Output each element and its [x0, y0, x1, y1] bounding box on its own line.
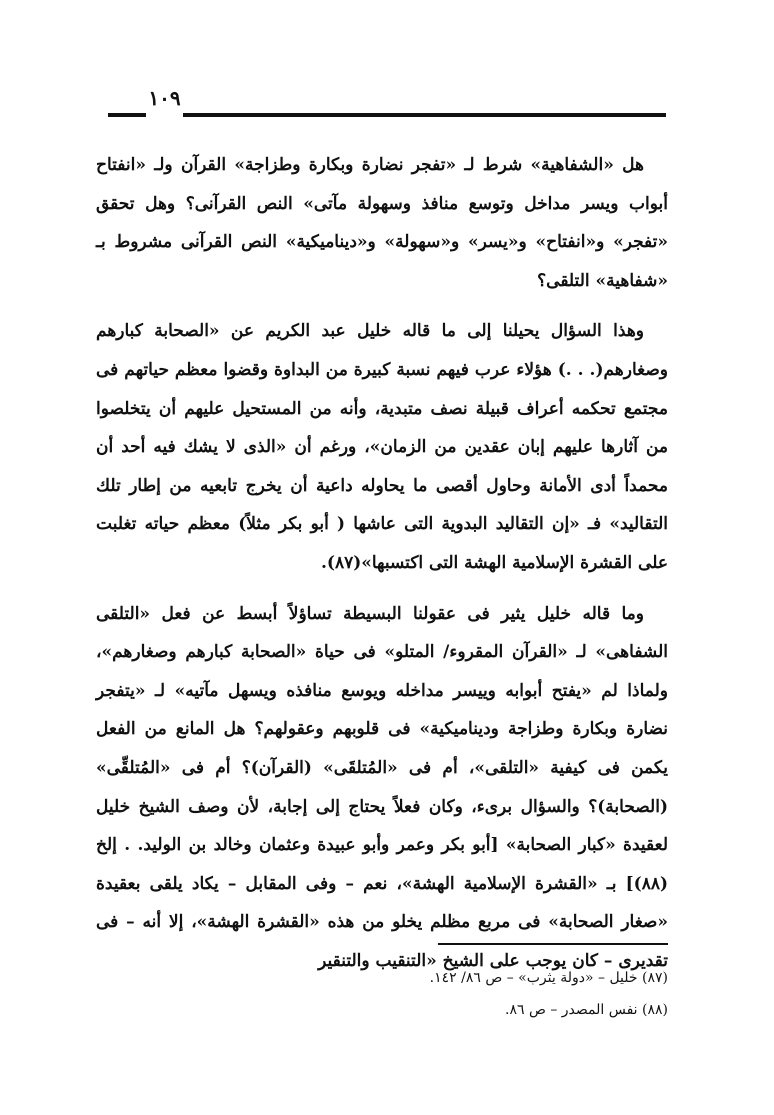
footnote-87: (٨٧) خليل – «دولة يثرب» – ص ٨٦/ ١٤٢.: [429, 970, 668, 986]
body-text: [96, 146, 668, 980]
header-rule-left: [108, 113, 146, 117]
header-rule-right: [183, 113, 666, 117]
page-number: ١٠٩: [148, 86, 181, 110]
footnote-separator: [438, 943, 668, 945]
footnotes: [96, 962, 668, 1026]
paragraph-2: وهذا السؤال يحيلنا إلى ما قاله خليل عبد الكريم عن «الصحابة كبارهم وصغارهم(. . .) هؤلاء عرب فيهم نسبة كبيرة من البداوة وقضوا معظم حياتهم فى مجتمع تحكمه أعراف قبيلة نصف متبدية، وأنه من المستحيل عليهم أن يتخلصوا من آثارها عليهم إبان عقدين من الزمان»، ورغم أن «الذى لا يشك فيه أحد أن محمداً أدى الأمانة وحاول أقصى ما يحاوله داعية أن يخرج تابعيه من إطار تلك التقاليد» فـ «إن التقاليد البدوية التى عاشها ( أبو بكر مثلاً) معظم حياته تغلبت على القشرة الإسلامية الهشة التى اكتسبها»(٨٧).: [96, 321, 668, 573]
footnote-88: (٨٨) نفس المصدر – ص ٨٦.: [505, 1002, 668, 1018]
paragraph-1: هل «الشفاهية» شرط لـ «تفجر نضارة وبكارة وطزاجة» القرآن ولـ «انفتاح أبواب ويسر مداخل وتوسع منافذ وسهولة مآتى» النص القرآنى؟ وهل تحقق «تفجر» و«انفتاح» و«يسر» و«سهولة» و«ديناميكية» النص القرآنى مشروط بـ «شفاهية» التلقى؟: [96, 155, 668, 291]
paragraph-3: وما قاله خليل يثير فى عقولنا البسيطة تساؤلاً أبسط عن فعل «التلقى الشفاهى» لـ «القرآن المقروء/ المتلو» فى حياة «الصحابة كبارهم وصغارهم»، ولماذا لم «يفتح أبوابه وييسر مداخله ويوسع منافذه ويسهل مآتيه» لـ «يتفجر نضارة وبكارة وطزاجة وديناميكية» فى قلوبهم وعقولهم؟ هل المانع من الفعل يكمن فى كيفية «التلقى»، أم فى «المُتلقَى» (القرآن)؟ أم فى «المُتلقِّى» (الصحابة)؟ والسؤال برىء، وكان فعلاً يحتاج إلى إجابة، لأن وصف الشيخ خليل لعقيدة «كبار الصحابة» [أبو بكر وعمر وأبو عبيدة وعثمان وخالد بن الوليد. . إلخ (٨٨)] بـ «القشرة الإسلامية الهشة»، نعم – وفى المقابل – يكاد يلقى بعقيدة «صغار الصحابة» فى مربع مظلم يخلو من هذه «القشرة الهشة»، إلا أنه – فى تقديرى – كان يوجب على الشيخ «التنقيب والتنقير: [96, 603, 668, 971]
